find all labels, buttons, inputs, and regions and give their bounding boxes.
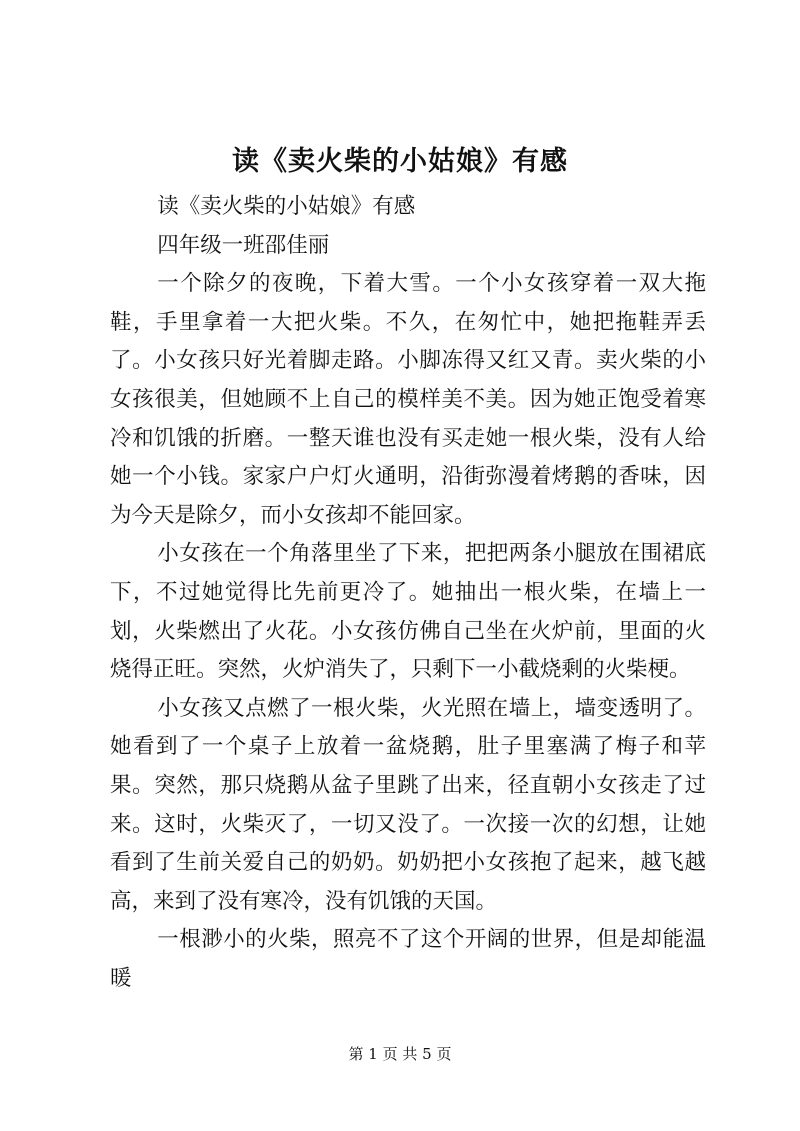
document-title: 读《卖火柴的小姑娘》有感 <box>232 146 568 177</box>
author-paragraph: 四年级一班邵佳丽 <box>157 232 330 258</box>
page-footer: 第 1 页 共 5 页 <box>348 1045 452 1063</box>
body-paragraph-3: 小女孩又点燃了一根火柴，火光照在墙上，墙变透明了。她看到了一个桌子上放着一盆烧鹅，肚子里塞满了梅子和苹果。突然，那只烧鹅从盆子里跳了出来，径直朝小女孩走了过来。这时，火柴灭了，一切又没了。一次接一次的幻想，让她看到了生前关爱自己的奶奶。奶奶把小女孩抱了起来，越飞越高，来到了没有寒冷，没有饥饿的天国。 <box>110 695 706 914</box>
subtitle-paragraph: 读《卖火柴的小姑娘》有感 <box>157 194 416 219</box>
document-body <box>110 188 706 998</box>
body-paragraph-4: 一根渺小的火柴，照亮不了这个开阔的世界，但是却能温暖 <box>110 927 706 991</box>
body-paragraph-2: 小女孩在一个角落里坐了下来，把把两条小腿放在围裙底下，不过她觉得比先前更冷了。她抽出一根火柴，在墙上一划，火柴燃出了火花。小女孩仿佛自己坐在火炉前，里面的火烧得正旺。突然，火炉消失了，只剩下一小截烧剩的火柴梗。 <box>110 541 706 683</box>
body-paragraph-1: 一个除夕的夜晚，下着大雪。一个小女孩穿着一双大拖鞋，手里拿着一大把火柴。不久，在匆忙中，她把拖鞋弄丢了。小女孩只好光着脚走路。小脚冻得又红又青。卖火柴的小女孩很美，但她顾不上自己的模样美不美。因为她正饱受着寒冷和饥饿的折磨。一整天谁也没有买走她一根火柴，没有人给她一个小钱。家家户户灯火通明，沿街弥漫着烤鹅的香味，因为今天是除夕，而小女孩却不能回家。 <box>110 271 706 528</box>
